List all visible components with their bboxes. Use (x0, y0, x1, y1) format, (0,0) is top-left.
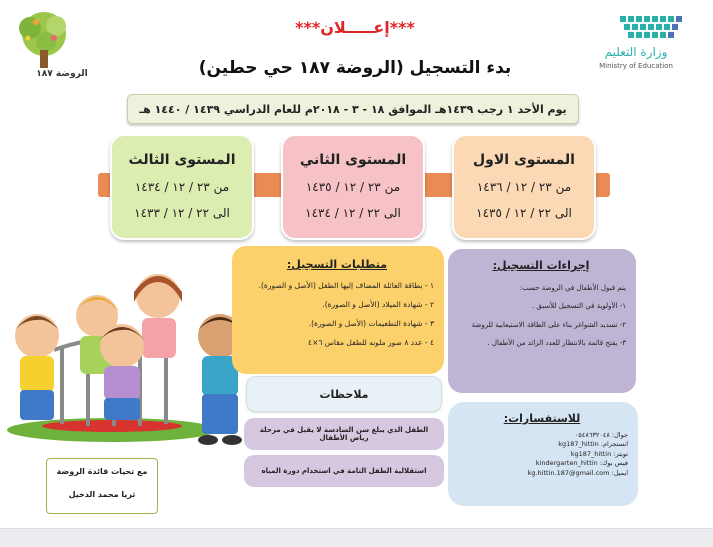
greeting-line: مع تحيات قائدة الروضة (56, 467, 148, 476)
requirement-item: ٤ - عدد ٨ صور ملونه للطفل مقاس ٦×٤ (308, 338, 434, 347)
note-item: استقلالية الطفل التامة في استخدام دورة المياه (244, 455, 444, 487)
level-card-third (110, 134, 254, 240)
contact-facebook: فيس بوك: kindergarten_hittin (535, 459, 628, 468)
inquiries-panel (448, 402, 638, 506)
ministry-english-name: Ministry of Education (599, 62, 673, 70)
contact-email: ايميل: kg.hittin.187@gmail.com (527, 468, 628, 477)
notes-title: ملاحظات (319, 387, 369, 401)
principal-greeting (46, 458, 158, 514)
level-to-date: الى ٢٢ / ١٢ / ١٤٣٤ (305, 206, 401, 220)
level-title: المستوى الاول (473, 152, 575, 168)
level-from-date: من ٢٣ / ١٢ / ١٤٣٦ (476, 180, 572, 194)
ministry-of-education-logo (576, 14, 696, 72)
level-from-date: من ٢٣ / ١٢ / ١٤٣٥ (305, 180, 401, 194)
page-title: بدء التسجيل (الروضة ١٨٧ حي حطين) (198, 58, 512, 78)
requirement-item: ١ - بطاقة العائلة المضاف إليها الطفل (الأصل و الصورة). (258, 281, 434, 290)
announcement-heading: ***إعـــــلان*** (295, 18, 415, 37)
procedure-item: ٣- يفتح قائمة بالانتظار للعدد الزائد من الأطفال . (487, 339, 626, 348)
level-card-second (281, 134, 425, 240)
requirement-item: ٢ - شهادة الميلاد (الأصل و الصورة). (322, 300, 434, 309)
principal-name: ثريا محمد الدخيل (68, 490, 136, 499)
level-title: المستوى الثالث (128, 152, 236, 168)
requirement-item: ٣ - شهادة التطعيمات (الأصل و الصورة). (308, 319, 434, 328)
registration-requirements-panel (232, 246, 444, 374)
kindergarten-tree-logo (6, 8, 88, 82)
procedure-item: ٢- تسديد الشواغر بناء على الطاقة الاستيعابية للروضة (471, 320, 626, 329)
requirements-title: متطلبات التسجيل: (286, 258, 388, 271)
registration-procedures-panel (448, 249, 636, 393)
level-from-date: من ٢٣ / ١٢ / ١٤٣٤ (134, 180, 230, 194)
inquiries-title: للاستفسارات: (503, 412, 581, 425)
level-card-first (452, 134, 596, 240)
date-text: يوم الأحد ١ رجب ١٤٣٩هـ الموافق ١٨ - ٣ - ٢٠١٨م للعام الدراسي ١٤٣٩ / ١٤٤٠ هـ (139, 102, 567, 116)
procedures-title: إجراءات التسجيل: (492, 259, 590, 272)
ministry-arabic-name: وزارة التعليم (604, 45, 668, 59)
bottom-strip (0, 528, 713, 547)
level-to-date: الى ٢٢ / ١٢ / ١٤٣٣ (134, 206, 230, 220)
note-item: الطفل الذي يبلغ سن السادسة لا يقبل في مرحلة رياض الأطفال (244, 418, 444, 450)
level-to-date: الى ٢٢ / ١٢ / ١٤٣٥ (476, 206, 572, 220)
contact-phone: جوال: ٠٥٤٨٦٣٢٠٤٨ (574, 431, 628, 439)
procedure-item: يتم قبول الأطفال في الروضة حسب: (519, 284, 626, 292)
notes-heading (246, 376, 442, 412)
procedure-item: ١- الأولوية في التسجيل للأسبق . (531, 302, 626, 311)
contact-twitter: تويتر: kg187_hittin (570, 449, 628, 458)
level-title: المستوى الثاني (299, 152, 407, 168)
children-illustration (2, 258, 264, 458)
contact-instagram: انستجرام: kg187_hittin (558, 440, 628, 449)
kindergarten-label: الروضة ١٨٧ (36, 69, 88, 79)
date-ribbon (127, 94, 579, 124)
